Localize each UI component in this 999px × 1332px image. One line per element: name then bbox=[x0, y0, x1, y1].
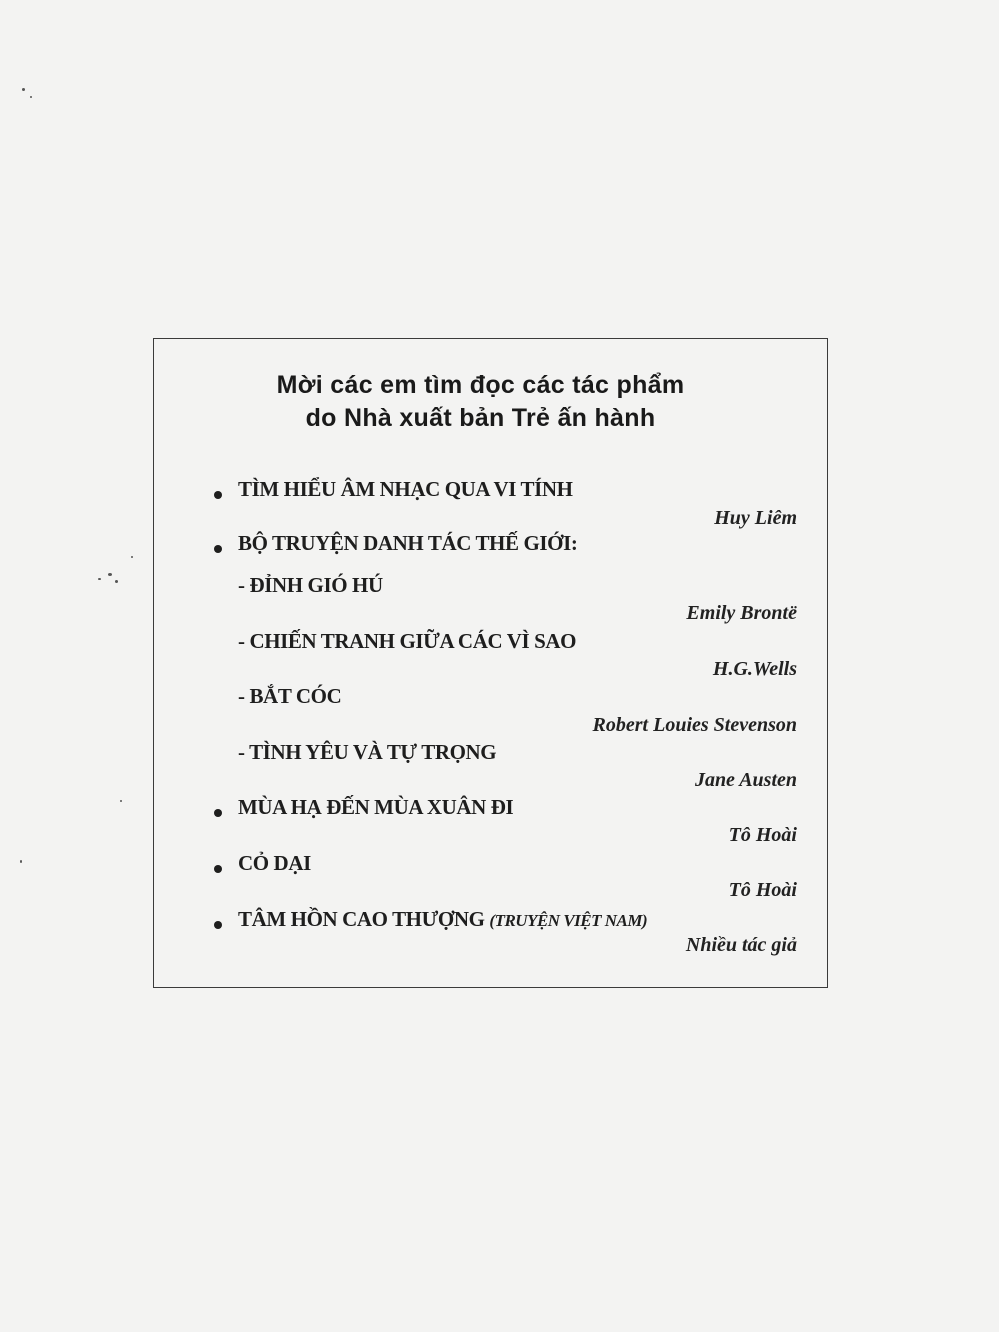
book-title: - ĐỈNH GIÓ HÚ bbox=[238, 573, 383, 597]
bullet-icon bbox=[214, 921, 222, 929]
book-author: Emily Brontë bbox=[686, 602, 797, 624]
scan-speck bbox=[30, 96, 32, 98]
book-title: MÙA HẠ ĐẾN MÙA XUÂN ĐI bbox=[238, 795, 514, 819]
bullet-icon bbox=[214, 491, 222, 499]
scan-speck bbox=[131, 556, 133, 558]
bullet-icon bbox=[214, 865, 222, 873]
book-title: - TÌNH YÊU VÀ TỰ TRỌNG bbox=[238, 740, 497, 764]
book-title: CỎ DẠI bbox=[238, 851, 311, 875]
book-title: - BẮT CÓC bbox=[238, 684, 342, 708]
book-author: Nhiều tác giả bbox=[685, 934, 797, 956]
book-author: Robert Louies Stevenson bbox=[592, 714, 797, 736]
heading-line-1: Mời các em tìm đọc các tác phẩm bbox=[276, 371, 685, 399]
book-title: TÂM HỒN CAO THƯỢNG bbox=[238, 907, 485, 931]
book-author: H.G.Wells bbox=[712, 658, 797, 680]
book-title: - CHIẾN TRANH GIỮA CÁC VÌ SAO bbox=[238, 629, 577, 653]
book-title: TÌM HIỂU ÂM NHẠC QUA VI TÍNH bbox=[238, 477, 573, 501]
series-title: BỘ TRUYỆN DANH TÁC THẾ GIỚI: bbox=[238, 531, 578, 555]
heading-line-2: do Nhà xuất bản Trẻ ấn hành bbox=[305, 404, 656, 432]
book-list-box bbox=[153, 338, 828, 988]
book-subtitle: (TRUYỆN VIỆT NAM) bbox=[489, 911, 648, 930]
book-title-with-subtitle bbox=[238, 907, 647, 932]
book-author: Tô Hoài bbox=[728, 824, 797, 846]
scan-speck bbox=[20, 860, 22, 863]
scan-speck bbox=[98, 578, 101, 580]
book-author: Tô Hoài bbox=[728, 879, 797, 901]
book-author: Jane Austen bbox=[694, 769, 797, 791]
scan-speck bbox=[22, 88, 25, 91]
scan-speck bbox=[120, 800, 122, 802]
scan-speck bbox=[108, 573, 112, 576]
bullet-icon bbox=[214, 545, 222, 553]
bullet-icon bbox=[214, 809, 222, 817]
scan-speck bbox=[115, 580, 118, 583]
book-author: Huy Liêm bbox=[714, 507, 797, 529]
